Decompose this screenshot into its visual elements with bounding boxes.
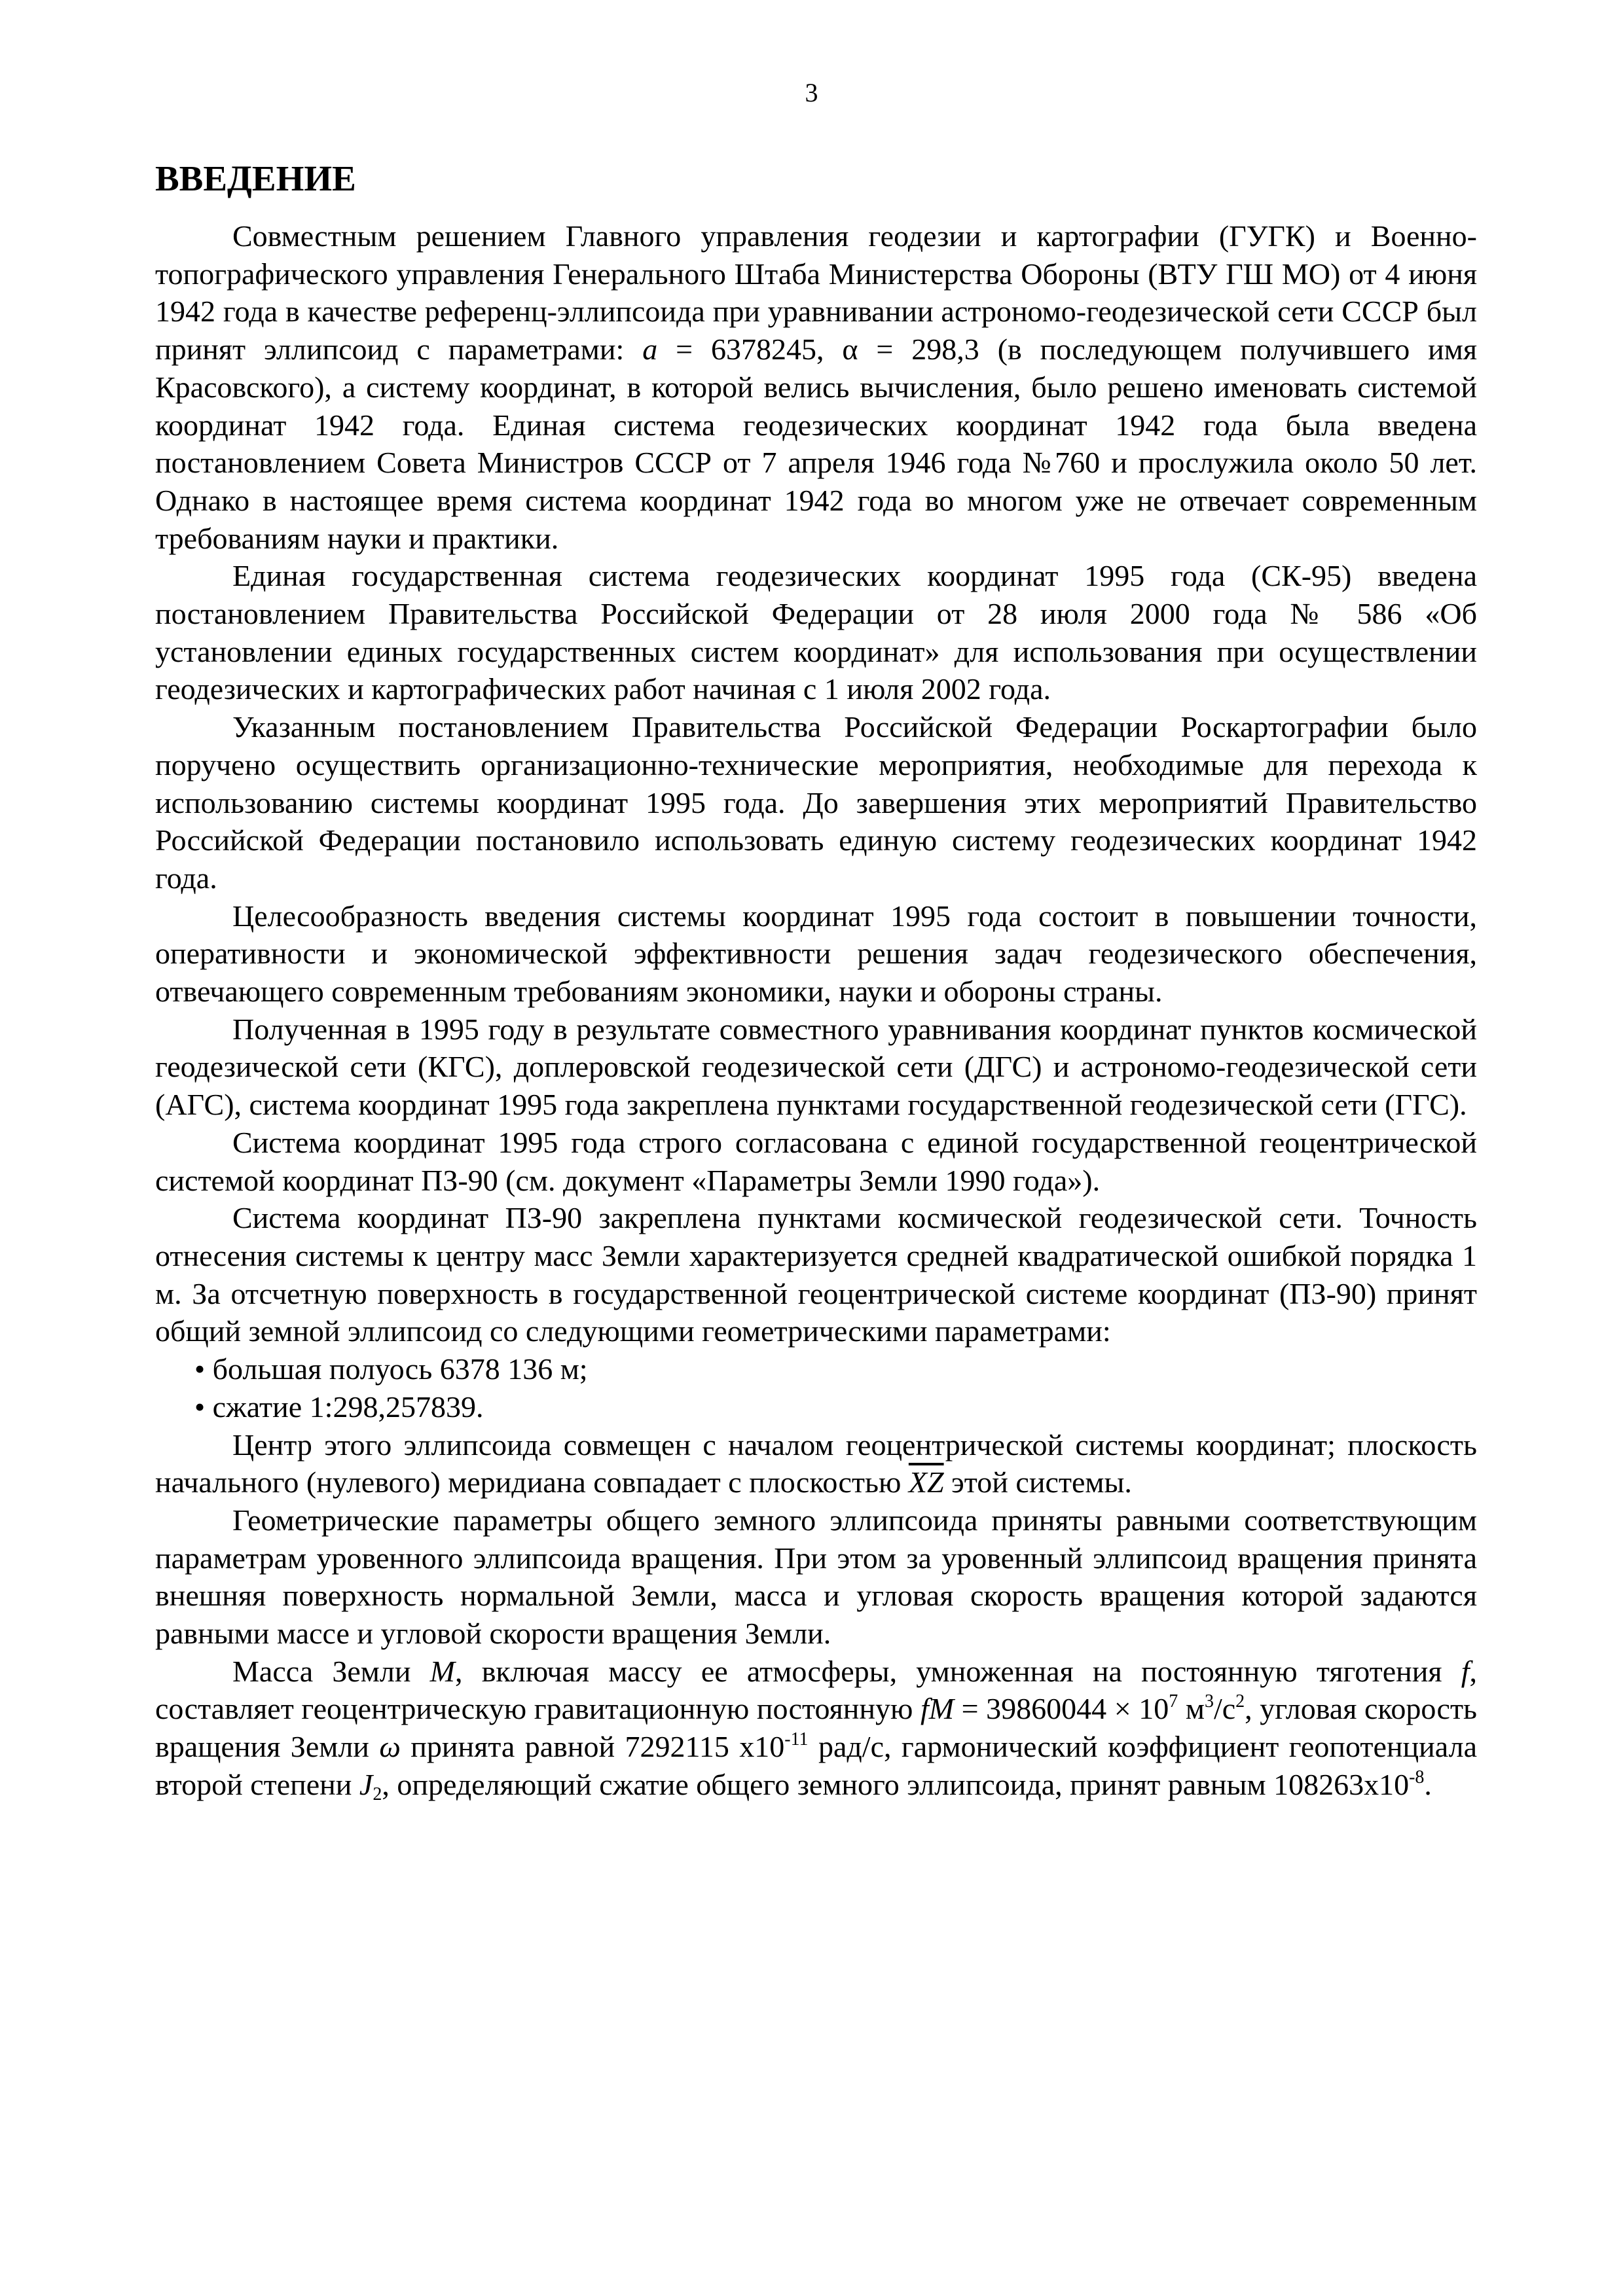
paragraph-3: Указанным постановлением Правительства Российской Федерации Роскартографии было поручено осуществить организационно-технические мероприятия, необходимые для перехода к использованию системы координат 1995 года. До завершения этих мероприятий Правительство Российской Федерации постановило использовать единую систему геодезических координат 1942 года. <box>155 710 1477 895</box>
mass-text-7: , угловая скорость вращения Земли <box>155 1692 1478 1764</box>
paragraph-1 <box>155 217 1477 557</box>
equation-alpha-value: = 298,3 <box>858 332 979 367</box>
section-heading: ВВЕДЕНИЕ <box>155 158 356 198</box>
exponent-minus-8: -8 <box>1409 1767 1425 1787</box>
paragraph-mass <box>155 1653 1477 1804</box>
paragraph-4: Целесообразность введения системы координат 1995 года состоит в повышении точности, оперативности и экономической эффективности решения задач геодезического обеспечения, отвечающего современным требованиям экономики, науки и обороны страны. <box>155 899 1477 1009</box>
bullet-item-semi-major-axis: • большая полуось 6378 136 м; <box>155 1350 1477 1388</box>
math-fM: fM <box>920 1692 955 1726</box>
math-M: M <box>429 1654 455 1688</box>
mass-text-9: рад/с, гармонический коэффициент геопотенциала второй степени <box>155 1730 1477 1801</box>
math-f: f <box>1461 1654 1470 1688</box>
mass-text-5: м <box>1178 1692 1205 1726</box>
exponent-3: 3 <box>1204 1691 1214 1712</box>
paragraph-center-text-a: Центр этого эллипсоида совмещен с началом геоцентрической системы координат; плоскость начального (нулевого) меридиана совпадает с плоскостью <box>155 1427 1477 1499</box>
math-plane-xz: $\overline{XZ}$ <box>908 1465 944 1499</box>
exponent-2: 2 <box>1235 1691 1245 1712</box>
exponent-7: 7 <box>1169 1691 1178 1712</box>
math-a: a <box>642 332 658 367</box>
paragraph-7: Система координат ПЗ-90 закреплена пунктами космической геодезической сети. Точность отнесения системы к центру масс Земли характеризуется средней квадратической ошибкой порядка 1 м. За отсчетную поверхность в государственной геоцентрической системе координат (ПЗ-90) принят общий земной эллипсоид со следующими геометрическими параметрами: <box>155 1201 1477 1348</box>
mass-text-10: , определяющий сжатие общего земного эллипсоида, принят равным 108263x10 <box>382 1767 1410 1801</box>
mass-text-8: принята равной 7292115 x10 <box>400 1730 785 1764</box>
paragraph-2: Единая государственная система геодезических координат 1995 года (СК-95) введена постановлением Правительства Российской Федерации от 28 июля 2000 года № 586 «Об установлении единых государственных систем координат» для использования при осуществлении геодезических и картографических работ начиная с 1 июля 2002 года. <box>155 559 1477 706</box>
paragraph-1-text-b: (в последующем получившего имя Красовского), а систему координат, в которой велись вычисления, было решено именовать системой координат 1942 года. Единая система геодезических координат 1942 года была введена постановлением Совета Министров СССР от 7 апреля 1946 года №760 и прослужила около 50 лет. Однако в настоящее время система координат 1942 года во многом уже не отвечает современным требованиям науки и практики. <box>155 332 1477 555</box>
paragraph-1-text-a: Совместным решением Главного управления геодезии и картографии (ГУГК) и Военно-топографического управления Генерального Штаба Министерства Обороны (ВТУ ГШ МО) от 4 июня 1942 года в качестве референц-эллипсоида при уравнивании астрономо-геодезической сети СССР был принят эллипсоид с параметрами: <box>155 219 1477 367</box>
mass-text-6: /с <box>1213 1692 1236 1726</box>
equation-a-value: = 6378245, <box>657 332 843 367</box>
page-number: 3 <box>805 78 818 107</box>
paragraph-5: Полученная в 1995 году в результате совместного уравнивания координат пунктов космической геодезической сети (КГС), доплеровской геодезической сети (ДГС) и астрономо-геодезической сети (АГС), система координат 1995 года закреплена пунктами государственной геодезической сети (ГГС). <box>155 1012 1477 1122</box>
subscript-2: 2 <box>373 1784 382 1804</box>
document-body <box>155 217 1477 1804</box>
mass-text-1: Масса Земли <box>232 1654 430 1688</box>
math-alpha: α <box>842 332 858 367</box>
bullet-item-flattening: • сжатие 1:298,257839. <box>155 1388 1477 1426</box>
mass-text-3: , составляет геоцентрическую гравитационную постоянную <box>155 1654 1477 1726</box>
paragraph-6: Система координат 1995 года строго согласована с единой государственной геоцентрической системой координат ПЗ-90 (см. документ «Параметры Земли 1990 года»). <box>155 1125 1477 1197</box>
math-J: J <box>359 1767 373 1801</box>
mass-text-4: = 39860044 × 10 <box>954 1692 1169 1726</box>
mass-text-2: , включая массу ее атмосферы, умноженная на постоянную тяготения <box>455 1654 1461 1688</box>
paragraph-geometric: Геометрические параметры общего земного эллипсоида приняты равными соответствующим параметрам уровенного эллипсоида вращения. При этом за уровенный эллипсоид вращения принята внешняя поверхность нормальной Земли, масса и угловая скорость вращения которой задаются равными массе и угловой скорости вращения Земли. <box>155 1503 1477 1651</box>
paragraph-center <box>155 1426 1477 1501</box>
exponent-minus-11: -11 <box>784 1729 809 1750</box>
math-omega: ω <box>379 1730 401 1764</box>
paragraph-center-text-b: этой системы. <box>943 1465 1132 1499</box>
mass-text-11: . <box>1424 1767 1432 1801</box>
